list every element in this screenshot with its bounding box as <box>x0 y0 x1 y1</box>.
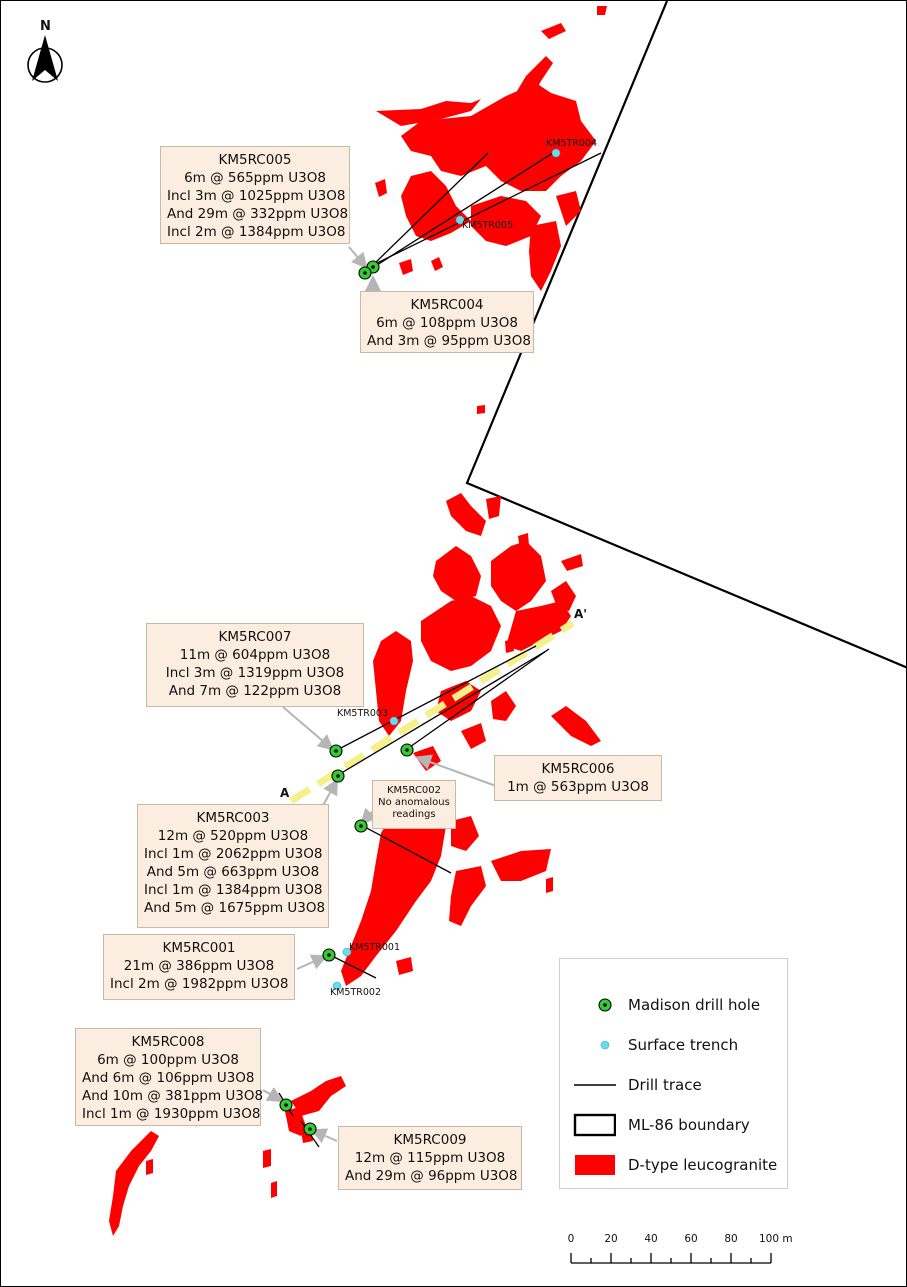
callout-km5rc005 <box>160 146 350 244</box>
callout-line: KM5RC006 <box>541 761 615 777</box>
callout-km5rc007 <box>146 623 364 707</box>
trench-icon <box>570 1033 616 1057</box>
callout-km5rc008 <box>75 1028 264 1126</box>
callout-line: And 6m @ 106ppm U3O8 <box>82 1070 255 1086</box>
callout-line: 6m @ 108ppm U3O8 <box>376 315 518 331</box>
callout-line: 6m @ 100ppm U3O8 <box>97 1052 239 1068</box>
callout-line: And 5m @ 663ppm U3O8 <box>146 864 320 880</box>
callout-line: KM5RC002 <box>386 785 442 796</box>
callout-km5rc001 <box>103 934 295 1000</box>
callout-km5rc009 <box>338 1126 522 1190</box>
legend-label: ML-86 boundary <box>628 1116 750 1134</box>
callout-line: 1m @ 563ppm U3O8 <box>507 779 649 795</box>
map-legend <box>559 958 788 1189</box>
legend-label: D-type leucogranite <box>628 1156 778 1174</box>
boundary-icon <box>570 1113 616 1137</box>
callout-line: And 29m @ 332ppm U3O8 <box>167 206 349 222</box>
callout-line: Incl 2m @ 1384ppm U3O8 <box>167 224 346 240</box>
trench-label-tr002: KM5TR002 <box>330 987 382 998</box>
callout-line: KM5RC005 <box>218 152 292 168</box>
trench-label-tr003: KM5TR003 <box>337 708 389 719</box>
trench-label-tr001: KM5TR001 <box>349 942 401 953</box>
callout-line: 11m @ 604ppm U3O8 <box>179 647 331 663</box>
trench-label-tr004: KM5TR004 <box>546 138 598 149</box>
legend-item-trench <box>560 1033 789 1057</box>
callout-km5rc003 <box>137 804 329 928</box>
legend-item-drill-hole <box>560 993 789 1017</box>
callout-line: KM5RC008 <box>131 1034 205 1050</box>
callout-line: readings <box>392 809 436 820</box>
callout-line: No anomalous <box>378 797 450 808</box>
callout-line: 12m @ 115ppm U3O8 <box>354 1150 506 1166</box>
legend-item-boundary <box>560 1113 789 1137</box>
scale-tick: 80 <box>724 1233 738 1245</box>
scale-tick: 100 m <box>759 1233 793 1245</box>
callout-line: KM5RC003 <box>196 810 270 826</box>
section-end-label: A' <box>574 607 587 621</box>
scale-bar <box>561 1229 801 1269</box>
callout-line: Incl 3m @ 1319ppm U3O8 <box>165 665 345 681</box>
drill-trace-icon <box>570 1073 616 1097</box>
callout-line: And 3m @ 95ppm U3O8 <box>367 333 531 349</box>
callout-line: Incl 3m @ 1025ppm U3O8 <box>167 188 346 204</box>
section-start-label: A <box>280 786 290 800</box>
legend-item-drill-trace <box>560 1073 789 1097</box>
legend-label: Drill trace <box>628 1076 702 1094</box>
callout-line: And 7m @ 122ppm U3O8 <box>168 683 342 699</box>
callout-line: Incl 2m @ 1982ppm U3O8 <box>110 976 289 992</box>
scale-tick: 60 <box>684 1233 698 1245</box>
callout-line: KM5RC009 <box>393 1132 467 1148</box>
callout-line: And 29m @ 96ppm U3O8 <box>345 1168 518 1184</box>
legend-item-leucogranite <box>560 1153 789 1177</box>
callout-line: And 5m @ 1675ppm U3O8 <box>144 900 326 916</box>
callout-line: 12m @ 520ppm U3O8 <box>157 828 309 844</box>
trench-label-tr005: KM5TR005 <box>462 220 514 231</box>
callout-line: KM5RC001 <box>162 940 236 956</box>
callout-line: Incl 1m @ 2062ppm U3O8 <box>144 846 323 862</box>
drill-hole-icon <box>570 993 616 1017</box>
callout-line: 6m @ 565ppm U3O8 <box>184 170 326 186</box>
legend-label: Madison drill hole <box>628 996 761 1014</box>
callout-line: Incl 1m @ 1930ppm U3O8 <box>82 1106 261 1122</box>
leucogranite-icon <box>570 1153 616 1177</box>
callout-line: KM5RC004 <box>410 297 484 313</box>
legend-label: Surface trench <box>628 1036 739 1054</box>
callout-km5rc006 <box>494 755 662 801</box>
north-label: N <box>40 19 51 34</box>
scale-tick: 20 <box>604 1233 618 1245</box>
north-arrow-icon <box>25 19 69 89</box>
callout-line: Incl 1m @ 1384ppm U3O8 <box>144 882 323 898</box>
callout-line: 21m @ 386ppm U3O8 <box>123 958 275 974</box>
scale-tick: 40 <box>644 1233 658 1245</box>
callout-km5rc004 <box>360 291 534 353</box>
callout-km5rc002 <box>372 780 456 829</box>
scale-tick: 0 <box>567 1233 575 1245</box>
callout-line: KM5RC007 <box>218 629 292 645</box>
callout-line: And 10m @ 381ppm U3O8 <box>82 1088 264 1104</box>
north-arrow <box>25 19 69 89</box>
leucogranite-bodies-central <box>341 493 601 986</box>
